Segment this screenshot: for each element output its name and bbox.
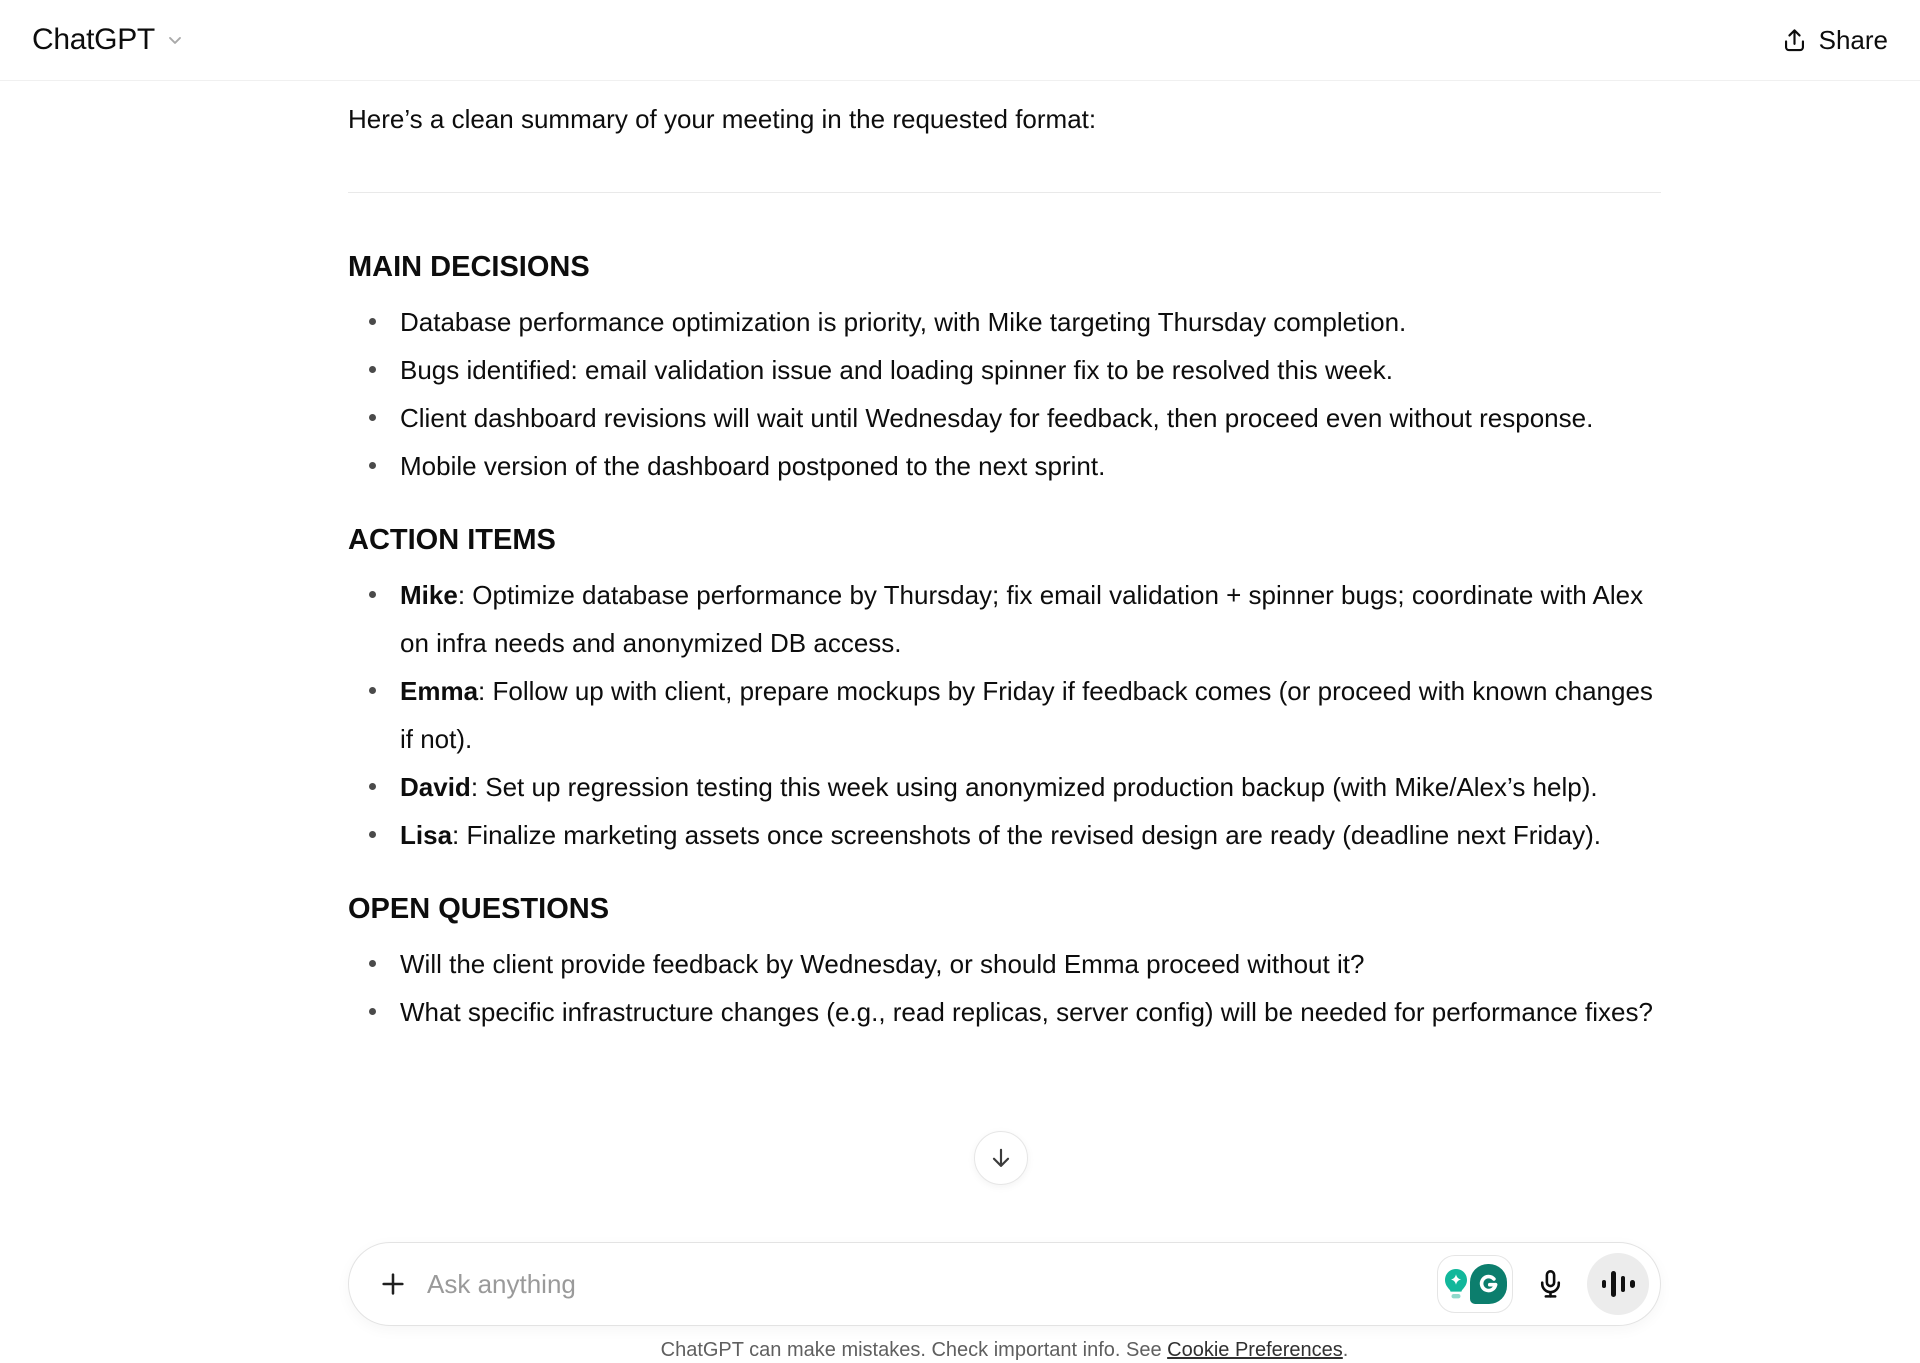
- top-bar: [0, 0, 1920, 81]
- assignee-name: David: [400, 772, 471, 802]
- list-item-text: What specific infrastructure changes (e.g., read replicas, server config) will be needed for performance fixes?: [400, 997, 1653, 1027]
- assistant-message: [348, 101, 1661, 1036]
- section-open-questions: [348, 892, 1661, 1036]
- list-item: [348, 394, 1661, 442]
- grammarly-g-icon: [1470, 1264, 1507, 1304]
- list-item-text: Database performance optimization is priority, with Mike targeting Thursday completion.: [400, 307, 1407, 337]
- action-list: [348, 571, 1661, 859]
- composer: [348, 1242, 1661, 1326]
- list-item-text: : Follow up with client, prepare mockups by Friday if feedback comes (or proceed with known changes if not).: [400, 676, 1653, 754]
- section-heading: OPEN QUESTIONS: [348, 893, 610, 925]
- assignee-name: Emma: [400, 676, 479, 706]
- list-item: [348, 442, 1661, 490]
- list-item: [348, 988, 1661, 1036]
- voice-waveform-icon: [1602, 1271, 1635, 1297]
- list-item: [348, 940, 1661, 988]
- list-item: [348, 571, 1661, 667]
- share-button[interactable]: [1781, 25, 1888, 56]
- list-item-text: : Optimize database performance by Thursday; fix email validation + spinner bugs; coordinate with Alex on infra needs and anonymized DB access.: [400, 580, 1644, 658]
- list-item-text: Client dashboard revisions will wait until Wednesday for feedback, then proceed even without response.: [400, 403, 1594, 433]
- plus-icon: [377, 1268, 409, 1300]
- decision-list: [348, 298, 1661, 490]
- attach-button[interactable]: [375, 1266, 411, 1302]
- divider: [348, 192, 1661, 193]
- list-item-text: Will the client provide feedback by Wednesday, or should Emma proceed without it?: [400, 949, 1365, 979]
- assignee-name: Mike: [400, 580, 458, 610]
- disclaimer: [348, 1339, 1661, 1362]
- app-title: ChatGPT: [32, 23, 155, 56]
- list-item: [348, 811, 1661, 859]
- microphone-icon: [1535, 1269, 1566, 1300]
- arrow-down-icon: [988, 1145, 1014, 1171]
- list-item-text: : Finalize marketing assets once screenshots of the revised design are ready (deadline next Friday).: [452, 820, 1601, 850]
- cookie-preferences-link[interactable]: Cookie Preferences: [1167, 1339, 1343, 1361]
- list-item-text: Mobile version of the dashboard postponed to the next sprint.: [400, 451, 1106, 481]
- voice-mode-button[interactable]: [1587, 1253, 1649, 1315]
- chevron-down-icon: [165, 30, 185, 50]
- section-action-items: [348, 523, 1661, 859]
- disclaimer-suffix: .: [1342, 1339, 1349, 1361]
- assignee-name: Lisa: [400, 820, 453, 850]
- scroll-to-bottom-button[interactable]: [974, 1131, 1028, 1185]
- list-item: [348, 667, 1661, 763]
- lightbulb-sparkle-icon: [1444, 1268, 1468, 1300]
- question-list: [348, 940, 1661, 1036]
- section-heading: MAIN DECISIONS: [348, 251, 590, 283]
- composer-actions: [1437, 1253, 1649, 1315]
- grammarly-extension-badge[interactable]: [1437, 1255, 1513, 1313]
- model-switcher[interactable]: [32, 23, 185, 57]
- section-heading: ACTION ITEMS: [348, 524, 556, 556]
- list-item-text: : Set up regression testing this week using anonymized production backup (with Mike/Alex’s help).: [470, 772, 1598, 802]
- list-item: [348, 346, 1661, 394]
- list-item: [348, 763, 1661, 811]
- share-button-label: Share: [1818, 24, 1888, 55]
- section-main-decisions: [348, 250, 1661, 490]
- share-icon: [1781, 27, 1808, 54]
- conversation: [348, 81, 1661, 1036]
- list-item: [348, 298, 1661, 346]
- prompt-input[interactable]: [425, 1268, 1437, 1301]
- dictate-button[interactable]: [1528, 1262, 1572, 1306]
- list-item-text: Bugs identified: email validation issue and loading spinner fix to be resolved this week.: [400, 355, 1393, 385]
- disclaimer-text: ChatGPT can make mistakes. Check important info. See: [660, 1339, 1168, 1361]
- message-intro: Here’s a clean summary of your meeting in the requested format:: [348, 104, 1097, 134]
